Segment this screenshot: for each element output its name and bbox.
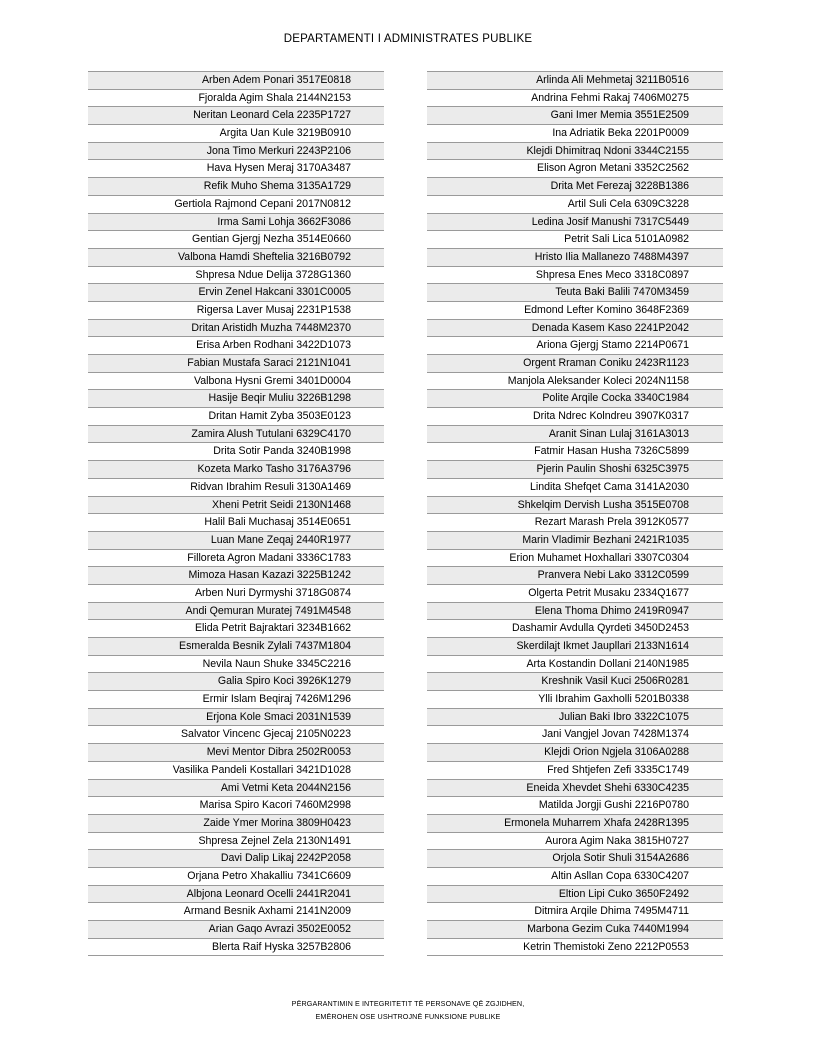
- page-footer: [0, 998, 816, 1023]
- list-item: Polite Arqile Cocka 3340C1984: [427, 390, 723, 408]
- list-item: Orjola Sotir Shuli 3154A2686: [427, 850, 723, 868]
- list-item: Skerdilajt Ikmet Jaupllari 2133N1614: [427, 638, 723, 656]
- page-title: DEPARTAMENTI I ADMINISTRATES PUBLIKE: [283, 33, 533, 45]
- list-item: Armand Besnik Axhami 2141N2009: [88, 903, 384, 921]
- list-item: Xheni Petrit Seidi 2130N1468: [88, 497, 384, 515]
- list-item: Hristo Ilia Mallanezo 7488M4397: [427, 249, 723, 267]
- list-item: Ridvan Ibrahim Resuli 3130A1469: [88, 479, 384, 497]
- list-item: Mimoza Hasan Kazazi 3225B1242: [88, 567, 384, 585]
- list-item: Arlinda Ali Mehmetaj 3211B0516: [427, 72, 723, 90]
- list-item: Klejdi Dhimitraq Ndoni 3344C2155: [427, 143, 723, 161]
- list-item: Edmond Lefter Komino 3648F2369: [427, 302, 723, 320]
- list-item: Fjoralda Agim Shala 2144N2153: [88, 90, 384, 108]
- list-item: Orgent Rraman Coniku 2423R1123: [427, 355, 723, 373]
- list-item: Klejdi Orion Ngjela 3106A0288: [427, 744, 723, 762]
- list-item: Dashamir Avdulla Qyrdeti 3450D2453: [427, 620, 723, 638]
- list-item: Arian Gaqo Avrazi 3502E0052: [88, 921, 384, 939]
- list-item: Galia Spiro Koci 3926K1279: [88, 673, 384, 691]
- list-item: Pranvera Nebi Lako 3312C0599: [427, 567, 723, 585]
- list-item: Nevila Naun Shuke 3345C2216: [88, 656, 384, 674]
- list-item: Petrit Sali Lica 5101A0982: [427, 231, 723, 249]
- list-item: Elida Petrit Bajraktari 3234B1662: [88, 620, 384, 638]
- list-item: Shpresa Zejnel Zela 2130N1491: [88, 833, 384, 851]
- list-item: Salvator Vincenc Gjecaj 2105N0223: [88, 726, 384, 744]
- list-item: Mevi Mentor Dibra 2502R0053: [88, 744, 384, 762]
- list-item: Gani Imer Memia 3551E2509: [427, 107, 723, 125]
- list-item: Jani Vangjel Jovan 7428M1374: [427, 726, 723, 744]
- list-item: Ditmira Arqile Dhima 7495M4711: [427, 903, 723, 921]
- list-item: Orjana Petro Xhakalliu 7341C6609: [88, 868, 384, 886]
- list-item: Erjona Kole Smaci 2031N1539: [88, 709, 384, 727]
- list-item: Aurora Agim Naka 3815H0727: [427, 833, 723, 851]
- list-item: Kreshnik Vasil Kuci 2506R0281: [427, 673, 723, 691]
- list-item: Refik Muho Shema 3135A1729: [88, 178, 384, 196]
- list-item: Shpresa Ndue Delija 3728G1360: [88, 267, 384, 285]
- list-item: Dritan Hamit Zyba 3503E0123: [88, 408, 384, 426]
- list-item: Olgerta Petrit Musaku 2334Q1677: [427, 585, 723, 603]
- list-item: Ervin Zenel Hakcani 3301C0005: [88, 284, 384, 302]
- list-item: Neritan Leonard Cela 2235P1727: [88, 107, 384, 125]
- list-item: Eltion Lipi Cuko 3650F2492: [427, 886, 723, 904]
- list-item: Erion Muhamet Hoxhallari 3307C0304: [427, 550, 723, 568]
- list-item: Blerta Raif Hyska 3257B2806: [88, 939, 384, 957]
- list-item: Fabian Mustafa Saraci 2121N1041: [88, 355, 384, 373]
- list-item: Davi Dalip Likaj 2242P2058: [88, 850, 384, 868]
- list-item: Elison Agron Metani 3352C2562: [427, 160, 723, 178]
- list-item: Dritan Aristidh Muzha 7448M2370: [88, 320, 384, 338]
- list-item: Ariona Gjergj Stamo 2214P0671: [427, 337, 723, 355]
- list-item: Zaide Ymer Morina 3809H0423: [88, 815, 384, 833]
- list-item: Rezart Marash Prela 3912K0577: [427, 514, 723, 532]
- list-item: Luan Mane Zeqaj 2440R1977: [88, 532, 384, 550]
- list-item: Esmeralda Besnik Zylali 7437M1804: [88, 638, 384, 656]
- list-item: Drita Ndrec Kolndreu 3907K0317: [427, 408, 723, 426]
- list-item: Andi Qemuran Muratej 7491M4548: [88, 603, 384, 621]
- list-item: Zamira Alush Tutulani 6329C4170: [88, 426, 384, 444]
- list-item: Marbona Gezim Cuka 7440M1994: [427, 921, 723, 939]
- list-item: Irma Sami Lohja 3662F3086: [88, 214, 384, 232]
- list-item: Altin Asllan Copa 6330C4207: [427, 868, 723, 886]
- list-item: Julian Baki Ibro 3322C1075: [427, 709, 723, 727]
- list-item: Arta Kostandin Dollani 2140N1985: [427, 656, 723, 674]
- list-item: Gertiola Rajmond Cepani 2017N0812: [88, 196, 384, 214]
- list-item: Erisa Arben Rodhani 3422D1073: [88, 337, 384, 355]
- list-item: Fred Shtjefen Zefi 3335C1749: [427, 762, 723, 780]
- list-item: Shkelqim Dervish Lusha 3515E0708: [427, 497, 723, 515]
- list-item: Ermir Islam Beqiraj 7426M1296: [88, 691, 384, 709]
- list-item: Artil Suli Cela 6309C3228: [427, 196, 723, 214]
- list-item: Hasije Beqir Muliu 3226B1298: [88, 390, 384, 408]
- list-item: Valbona Hamdi Sheftelia 3216B0792: [88, 249, 384, 267]
- list-item: Argita Uan Kule 3219B0910: [88, 125, 384, 143]
- list-item: Gentian Gjergj Nezha 3514E0660: [88, 231, 384, 249]
- list-item: Ermonela Muharrem Xhafa 2428R1395: [427, 815, 723, 833]
- left-name-list: [88, 71, 384, 956]
- list-item: Shpresa Enes Meco 3318C0897: [427, 267, 723, 285]
- list-item: Marin Vladimir Bezhani 2421R1035: [427, 532, 723, 550]
- list-item: Ylli Ibrahim Gaxholli 5201B0338: [427, 691, 723, 709]
- list-item: Ledina Josif Manushi 7317C5449: [427, 214, 723, 232]
- list-item: Manjola Aleksander Koleci 2024N1158: [427, 373, 723, 391]
- list-item: Ketrin Themistoki Zeno 2212P0553: [427, 939, 723, 957]
- list-item: Elena Thoma Dhimo 2419R0947: [427, 603, 723, 621]
- list-item: Arben Adem Ponari 3517E0818: [88, 72, 384, 90]
- list-item: Ina Adriatik Beka 2201P0009: [427, 125, 723, 143]
- list-item: Rigersa Laver Musaj 2231P1538: [88, 302, 384, 320]
- list-item: Marisa Spiro Kacori 7460M2998: [88, 797, 384, 815]
- list-item: Kozeta Marko Tasho 3176A3796: [88, 461, 384, 479]
- list-item: Ami Vetmi Keta 2044N2156: [88, 780, 384, 798]
- list-item: Drita Met Ferezaj 3228B1386: [427, 178, 723, 196]
- list-item: Drita Sotir Panda 3240B1998: [88, 443, 384, 461]
- right-name-list: [427, 71, 723, 956]
- list-item: Lindita Shefqet Cama 3141A2030: [427, 479, 723, 497]
- list-item: Albjona Leonard Ocelli 2441R2041: [88, 886, 384, 904]
- list-item: Eneida Xhevdet Shehi 6330C4235: [427, 780, 723, 798]
- list-item: Matilda Jorgji Gushi 2216P0780: [427, 797, 723, 815]
- list-item: Andrina Fehmi Rakaj 7406M0275: [427, 90, 723, 108]
- list-item: Arben Nuri Dyrmyshi 3718G0874: [88, 585, 384, 603]
- list-item: Valbona Hysni Gremi 3401D0004: [88, 373, 384, 391]
- list-item: Halil Bali Muchasaj 3514E0651: [88, 514, 384, 532]
- footer-line-1: PËRGARANTIMIN E INTEGRITETIT TË PERSONAVE QË ZGJIDHEN,: [291, 999, 525, 1008]
- list-item: Teuta Baki Balili 7470M3459: [427, 284, 723, 302]
- list-item: Filloreta Agron Madani 3336C1783: [88, 550, 384, 568]
- footer-line-2: EMËROHEN OSE USHTROJNË FUNKSIONE PUBLIKE: [315, 1011, 501, 1021]
- list-item: Denada Kasem Kaso 2241P2042: [427, 320, 723, 338]
- list-item: Hava Hysen Meraj 3170A3487: [88, 160, 384, 178]
- list-item: Vasilika Pandeli Kostallari 3421D1028: [88, 762, 384, 780]
- list-item: Fatmir Hasan Husha 7326C5899: [427, 443, 723, 461]
- list-item: Aranit Sinan Lulaj 3161A3013: [427, 426, 723, 444]
- list-item: Pjerin Paulin Shoshi 6325C3975: [427, 461, 723, 479]
- list-item: Jona Timo Merkuri 2243P2106: [88, 143, 384, 161]
